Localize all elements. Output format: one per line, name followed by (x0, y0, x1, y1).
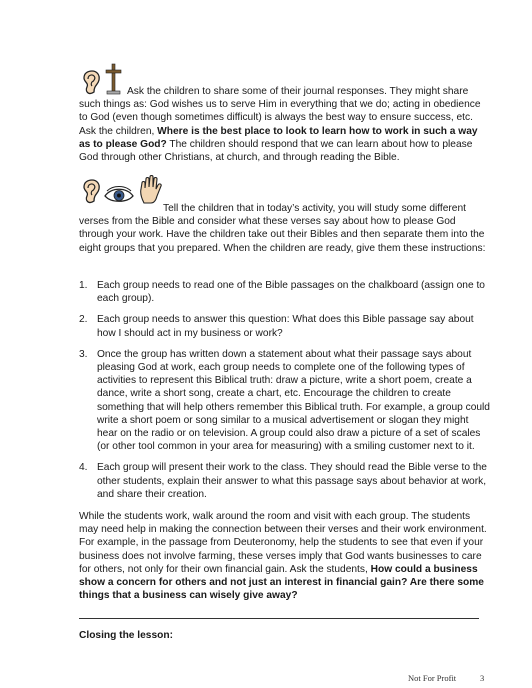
list-item-number: 3. (79, 348, 88, 360)
intro-text-after: The children should respond that we can learn about how to please God through other Christians, at church, and through reading the Bible. (79, 138, 473, 164)
walkaround-bold-question: How could a business show a concern for others and not just an interest in financial gain? Are there some things that a business can wisely give away? (79, 563, 484, 602)
intro-paragraph (79, 85, 489, 164)
list-item (79, 461, 491, 501)
intro-text: Ask the children to share some of their journal responses. They might share such things as: God wishes us to serve Him in everything that we do; acting in obedience to God (even though sometimes difficult) is always the best way to ensure success, etc. Ask the children, (79, 86, 481, 137)
list-item (79, 313, 491, 339)
list-item (79, 348, 491, 454)
activity-text: Tell the children that in today’s activity, you will study some different verses from the Bible and consider what these verses say about how to please God through your work. Have the children take out their Bibles and then separate them into the eight groups that you prepared. When the children are ready, give them these instructions: (79, 203, 486, 254)
list-item-number: 1. (79, 280, 88, 291)
walkaround-paragraph (79, 510, 489, 602)
list-item (79, 279, 491, 305)
footer-label: Not For Profit (408, 673, 457, 683)
list-item-text: Each group needs to read one of the Bible passages on the chalkboard (assign one to each group). (97, 280, 485, 305)
page-number: 3 (480, 673, 485, 683)
closing-heading: Closing the lesson: (79, 630, 173, 641)
section-divider (79, 618, 479, 619)
instructions-list (79, 279, 491, 509)
list-item-text: Once the group has written down a statement about what their passage says about pleasing God at work, each group needs to complete one of the following types of activities to represent this Biblical truth: draw a picture, write a short poem, create a dance, write a short song, create a chart, etc. Encourage the children to create something that will help others remember this Biblical truth. For example, a group could write a short poem or song similar to a musical advertisement or slogan they might hear on the radio or on television. A group could also draw a picture of a set of scales (or other tool common in your area for measuring) with a smiling customer next to it. (97, 348, 490, 453)
list-item-number: 4. (79, 462, 88, 474)
activity-paragraph (79, 202, 489, 255)
list-item-text: Each group needs to answer this question: What does this Bible passage say about how I should act in my business or work? (97, 314, 474, 339)
intro-bold-question: Where is the best place to look to learn how to work in such a way as to please God? (79, 125, 478, 150)
walkaround-text: While the students work, walk around the room and visit with each group. The students may need help in making the connection between their verses and their work environment. For example, in the passage from Deuteronomy, help the students to see that even if your business does not involve farming, these verses imply that God wants businesses to care for others, not only for their own financial gain. Ask the students, (79, 511, 487, 575)
list-item-number: 2. (79, 314, 88, 326)
list-item-text: Each group will present their work to the class. They should read the Bible verse to the other students, explain their answer to what this passage says about behavior at work, and share their creation. (97, 462, 487, 500)
